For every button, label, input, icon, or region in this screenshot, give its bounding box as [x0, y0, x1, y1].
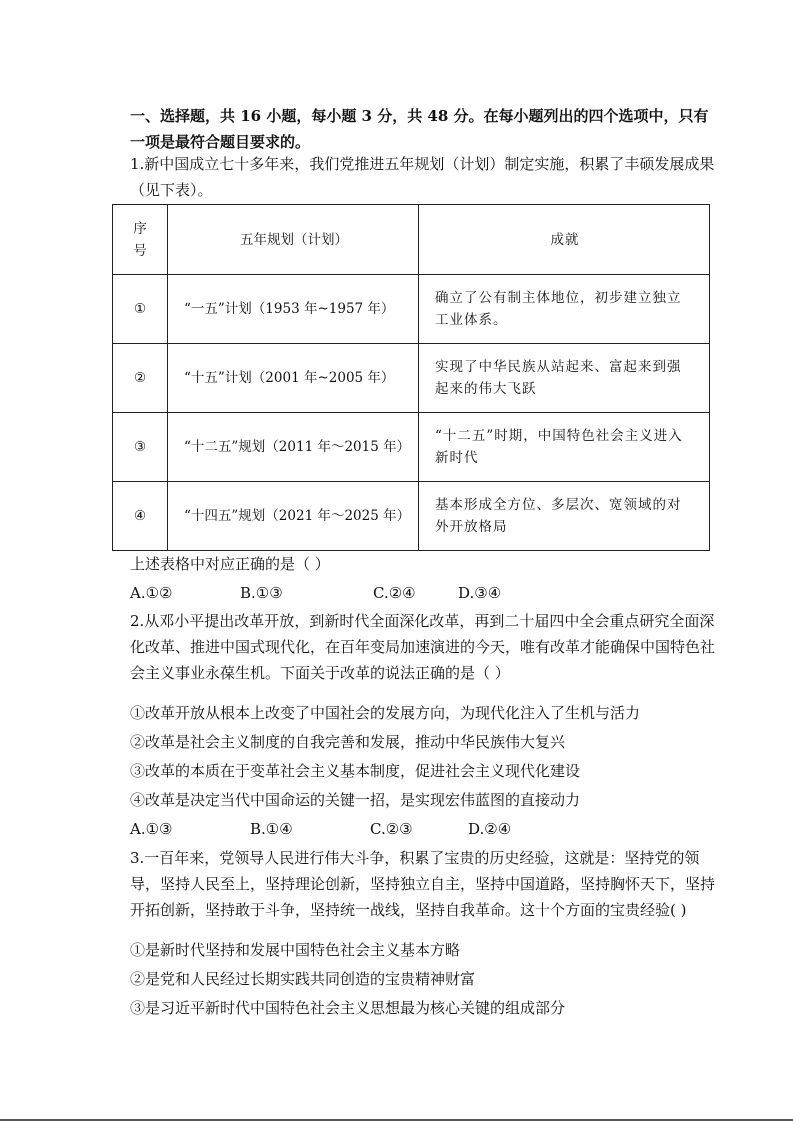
question-2-option: ②改革是社会主义制度的自我完善和发展，推动中华民族伟大复兴 — [130, 733, 566, 751]
table-row — [113, 344, 710, 413]
choice-b[interactable]: B.①③ — [240, 584, 283, 602]
row-index: ① — [113, 275, 168, 344]
question-1-stem: 1.新中国成立七十多年来，我们党推进五年规划（计划）制定实施，积累了丰硕发展成果（见下表）。 — [130, 155, 715, 199]
section-heading: 一、选择题，共 16 小题，每小题 3 分，共 48 分。在每小题列出的四个选项中，只有一项是最符合题目要求的。 — [130, 107, 709, 151]
choice-c[interactable]: C.②③ — [370, 820, 413, 838]
five-year-plan-table — [112, 204, 710, 551]
question-3-stem: 3.一百年来，党领导人民进行伟大斗争，积累了宝贵的历史经验，这就是：坚持党的领导，坚持人民至上，坚持理论创新，坚持独立自主，坚持中国道路，坚持胸怀天下，坚持开拓创新，坚持敢于斗争，坚持统一战线，坚持自我革命。这十个方面的宝贵经验( ) — [130, 849, 716, 919]
row-plan: “十二五”规划（2011 年～2015 年） — [168, 413, 419, 482]
row-plan: “十四五”规划（2021 年～2025 年） — [168, 482, 419, 551]
question-1-prompt: 上述表格中对应正确的是（ ） — [130, 555, 330, 573]
header-plan: 五年规划（计划） — [168, 205, 419, 275]
header-index: 序号 — [113, 205, 168, 275]
row-result: “十二五”时期，中国特色社会主义进入新时代 — [419, 413, 710, 482]
table-header-row — [113, 205, 710, 275]
row-plan: “十五”计划（2001 年~2005 年） — [168, 344, 419, 413]
row-result: 基本形成全方位、多层次、宽领域的对外开放格局 — [419, 482, 710, 551]
table-row — [113, 413, 710, 482]
row-index: ③ — [113, 413, 168, 482]
choice-d[interactable]: D.②④ — [468, 820, 512, 838]
question-3-option: ③是习近平新时代中国特色社会主义思想最为核心关键的组成部分 — [130, 999, 566, 1017]
table-row — [113, 275, 710, 344]
choice-a[interactable]: A.①③ — [130, 820, 173, 838]
question-3-option: ②是党和人民经过长期实践共同创造的宝贵精神财富 — [130, 970, 476, 988]
choice-d[interactable]: D.③④ — [458, 584, 502, 602]
question-2-option: ④改革是决定当代中国命运的关键一招，是实现宏伟蓝图的直接动力 — [130, 791, 581, 809]
choice-b[interactable]: B.①④ — [250, 820, 293, 838]
question-3-option: ①是新时代坚持和发展中国特色社会主义基本方略 — [130, 941, 461, 959]
question-2-option: ①改革开放从根本上改变了中国社会的发展方向，为现代化注入了生机与活力 — [130, 704, 641, 722]
row-result: 确立了公有制主体地位，初步建立独立工业体系。 — [419, 275, 710, 344]
row-result: 实现了中华民族从站起来、富起来到强起来的伟大飞跃 — [419, 344, 710, 413]
table-row — [113, 482, 710, 551]
row-plan: “一五”计划（1953 年~1957 年） — [168, 275, 419, 344]
choice-a[interactable]: A.①② — [130, 584, 173, 602]
choice-c[interactable]: C.②④ — [373, 584, 416, 602]
page-bottom-rule — [0, 1119, 793, 1121]
question-2-stem: 2.从邓小平提出改革开放，到新时代全面深化改革，再到二十届四中全会重点研究全面深化改革、推进中国式现代化，在百年变局加速演进的今天，唯有改革才能确保中国特色社会主义事业永葆生机。下面关于改革的说法正确的是（ ） — [130, 612, 716, 682]
row-index: ② — [113, 344, 168, 413]
row-index: ④ — [113, 482, 168, 551]
header-result: 成就 — [419, 205, 710, 275]
question-2-option: ③改革的本质在于变革社会主义基本制度，促进社会主义现代化建设 — [130, 762, 581, 780]
